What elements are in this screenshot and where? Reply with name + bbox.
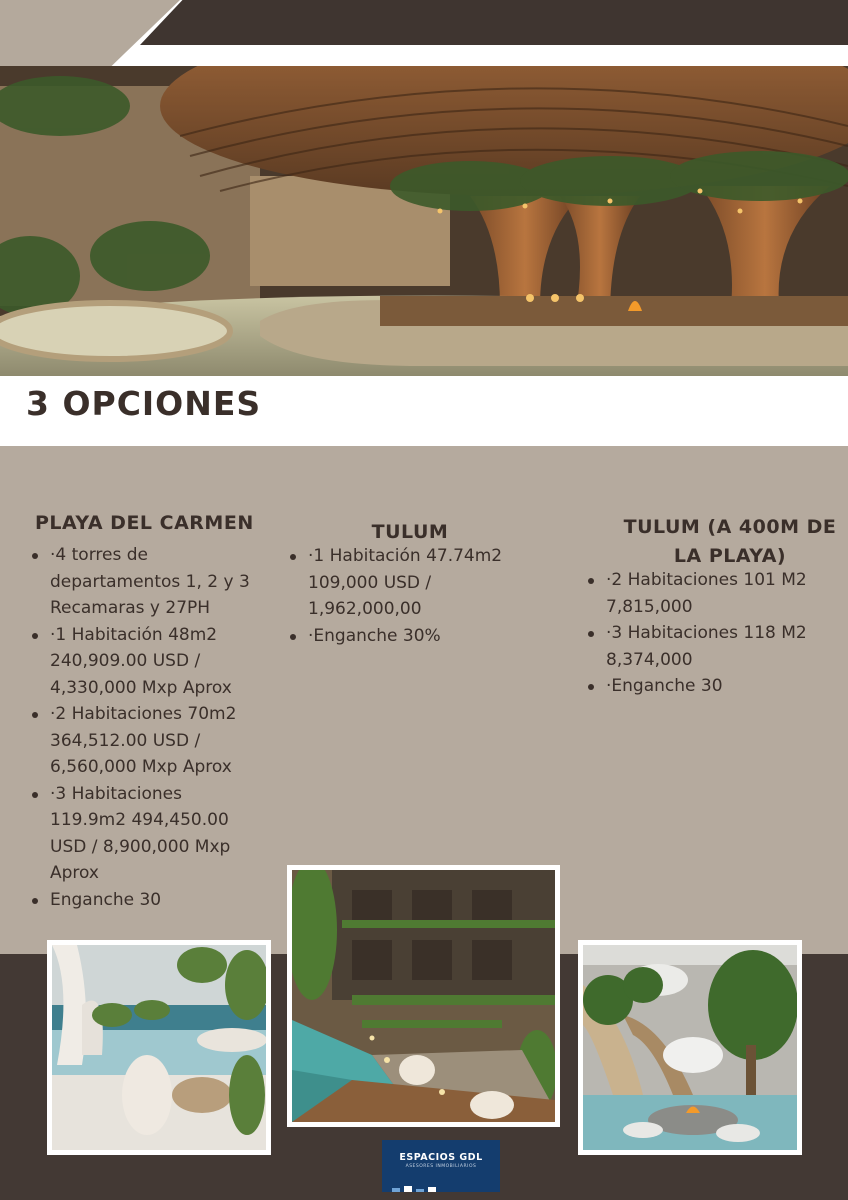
list-item: ·1 Habitación 48m2 240,909.00 USD / 4,330,000 Mxp Aprox xyxy=(30,622,258,702)
list-item: ·Enganche 30 xyxy=(586,673,822,700)
list-item: ·1 Habitación 47.74m2 109,000 USD / 1,962,000,00 xyxy=(288,543,550,623)
company-logo xyxy=(382,1140,500,1192)
list-item: ·3 Habitaciones 118 M2 8,374,000 xyxy=(586,620,822,673)
list-item: Enganche 30 xyxy=(30,887,258,914)
photo-apartment-pool xyxy=(287,865,560,1127)
list-tulum-400m xyxy=(586,567,822,700)
photo-rooftop-terrace xyxy=(47,940,271,1155)
column-heading-playa-del-carmen: PLAYA DEL CARMEN xyxy=(35,512,254,534)
logo-tagline: ASESORES INMOBILIARIOS xyxy=(405,1164,477,1169)
list-playa-del-carmen xyxy=(30,542,258,913)
photo-sculptural-garden xyxy=(578,940,802,1155)
list-item: ·4 torres de departamentos 1, 2 y 3 Recamaras y 27PH xyxy=(30,542,258,622)
hero-photo xyxy=(0,66,848,376)
list-item: ·2 Habitaciones 101 M2 7,815,000 xyxy=(586,567,822,620)
list-item: ·3 Habitaciones 119.9m2 494,450.00 USD / 8,900,000 Mxp Aprox xyxy=(30,781,258,887)
page-title: 3 OPCIONES xyxy=(26,384,262,423)
list-tulum xyxy=(288,543,550,649)
column-heading-tulum-400m: TULUM (A 400M DE LA PLAYA) xyxy=(623,516,837,567)
list-item: ·2 Habitaciones 70m2 364,512.00 USD / 6,560,000 Mxp Aprox xyxy=(30,701,258,781)
list-item: ·Enganche 30% xyxy=(288,623,550,650)
column-heading-tulum: TULUM xyxy=(371,521,449,543)
logo-name: ESPACIOS GDL xyxy=(399,1152,483,1163)
logo-bars-icon xyxy=(392,1186,452,1192)
header-dark-accent xyxy=(140,0,848,45)
